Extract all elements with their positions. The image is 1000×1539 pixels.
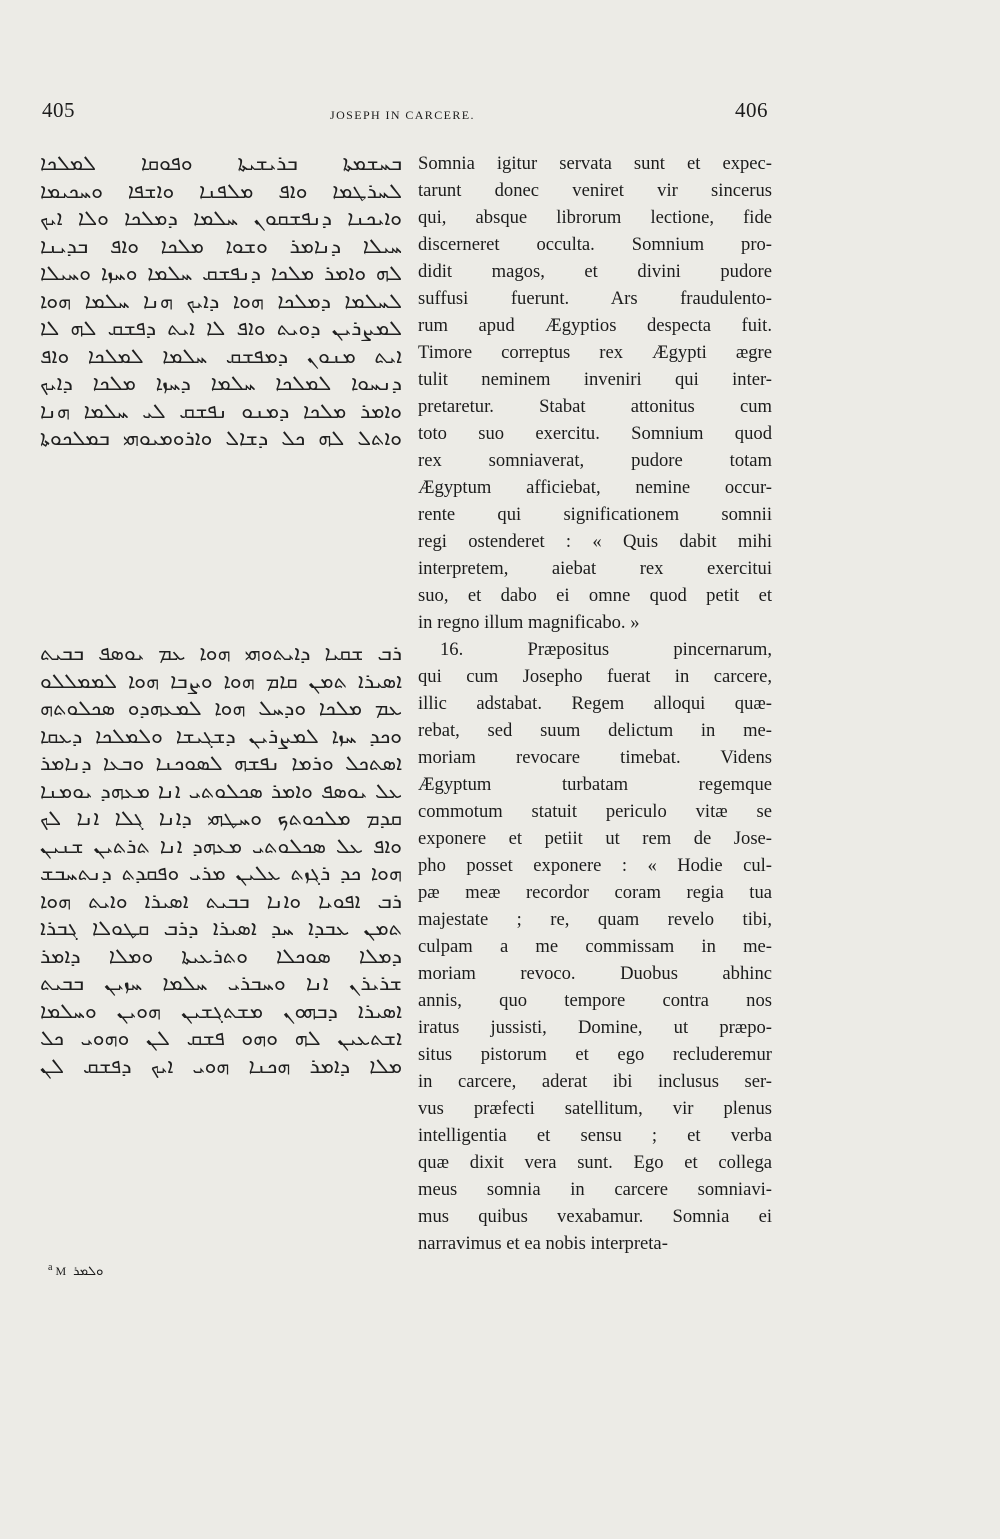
syriac-line: ܘܐܝܟܢܐ ܕܢܦܫܩܘܢ ܚܠܡܐ ܕܡܠܟܐ ܘܠܐ ܐܝܟ [40,206,402,230]
latin-line: Ægyptum afficiebat, nemine occur- [418,477,772,498]
latin-line: pho posset exponere : « Hodie cul- [418,855,772,876]
latin-line: moriam revoco. Duobus abhinc [418,963,772,984]
latin-line: exponere et petiit ut rem de Jose- [418,828,772,849]
syriac-line: ܠܚܪܛܡܐ ܘܐܦ ܡܠܦܢܐ ܘܐܫܦܐ ܘܚܟܝܡܐ [40,178,402,203]
latin-line: Somnia igitur servata sunt et expec- [418,153,772,174]
latin-line: suffusi fuerunt. Ars fraudulento- [418,288,772,309]
latin-line: tulit neminem inveniri qui inter- [418,369,772,390]
section-start-line: 16. Præpositus pincernarum, [440,639,772,660]
syriac-text-block-1 [40,150,402,453]
latin-line: annis, quo tempore contra nos [418,990,772,1011]
syriac-line: ܕܡܠܐ ܣܘܟܠܐ ܘܬܪܥܝܬܐ ܘܡܠܐ ܕܐܡܪ [40,943,402,968]
latin-line: in carcere, aderat ibi inclusus ser- [418,1071,772,1092]
latin-line: qui cum Josepho fuerat in carcere, [418,666,772,687]
latin-line: meus somnia in carcere somniavi- [418,1179,772,1200]
syriac-line: ܘܐܬܠ ܠܗ ܟܠ ܕܫܐܠ ܘܐܪܘܡܝܘܗܝ ܒܡܠܟܘܬܐ [40,426,402,450]
syriac-line: ܐܫܬܥܝܢ ܠܗ ܘܗܘ ܦܫܩ ܠܢ ܘܗܘܝ ܟܠ [40,1026,402,1050]
syriac-line: ܘܐܡܪ ܡܠܟܐ ܕܡܢܘ ܢܦܫܩ ܠܝ ܚܠܡܐ ܗܢܐ [40,398,402,423]
syriac-line: ܠܚܠܡܐ ܕܡܠܟܐ ܗܘܐ ܕܐܝܟ ܗܢܐ ܚܠܡܐ ܗܘܐ [40,288,402,313]
right-page-number: 406 [735,98,768,122]
latin-line: iratus jussisti, Domine, ut præpo- [418,1017,772,1038]
syriac-line: ܒܚܫܡܬܐ ܒܪܝܫܝܬܐ ܘܦܘܩܐ ܠܡܠܟܐ [40,151,402,175]
latin-line: pæ meæ recordor coram regia tua [418,882,772,903]
syriac-line: ܬܡܢ ܥܒܕܐ ܚܕ ܐܣܝܪܐ ܕܪܒ ܩܛܘܠܐ ܓܒܪܐ [40,916,402,940]
syriac-line: ܩܕܡ ܡܠܟܘܬܟ ܘܚܛܗܝ ܕܐܢܐ ܓܠܐ ܐܢܐ ܠܟ [40,806,402,830]
syriac-line: ܘܐܦ ܥܠ ܣܟܠܘܬܝ ܡܥܗܕ ܐܢܐ ܬܪܬܝܢ ܫܢܝܢ [40,833,402,858]
latin-line: discerneret occulta. Somnium pro- [418,234,772,255]
latin-line: situs pistorum et ego recluderemur [418,1044,772,1065]
syriac-line: ܘܟܕ ܚܙܐ ܠܡܨܪܝܢ ܕܫܓܝܫܐ ܘܠܡܠܟܐ ܕܥܩܐ [40,723,402,748]
latin-line: Timore correptus rex Ægypti ægre [418,342,772,363]
latin-line: suo, et dabo ei omne quod petit et [418,585,772,606]
syriac-line: ܡܠܐ ܕܐܡܪ ܗܟܢܐ ܗܘܝ ܐܝܟ ܕܦܫܩ ܠܢ [40,1053,402,1078]
footnote [48,1262,103,1279]
latin-line: rente qui significationem somnii [418,504,772,525]
syriac-line: ܫܪܝܪܢ ܐܢܐ ܘܚܒܪܝ ܚܠܡܐ ܚܙܝܢ ܒܒܝܬ [40,971,402,995]
latin-line: moriam revocare timebat. Videns [418,747,772,768]
latin-line: toto suo exercitu. Somnium quod [418,423,772,444]
latin-line: vus præfecti satellitum, vir plenus [418,1098,772,1119]
syriac-line: ܪܒ ܐܦܘܝܐ ܘܐܢܐ ܒܒܝܬ ܐܣܝܪܐ ܘܐܝܬ ܗܘܐ [40,888,402,913]
syriac-line: ܠܡܨܪܝܢ ܕܘܝܬ ܘܐܦ ܠܐ ܐܝܬ ܕܦܫܩ ܠܗ ܠܐ [40,316,402,340]
latin-line: mus quibus vexabamur. Somnia ei [418,1206,772,1227]
latin-line: rum apud Ægyptios despecta fuit. [418,315,772,336]
latin-line: qui, absque librorum lectione, fide [418,207,772,228]
syriac-line: ܗܘܐ ܟܕ ܪܓܙܬ ܥܠܝܢ ܡܪܝ ܘܦܩܕܬ ܕܢܬܚܒܫ [40,861,402,885]
latin-line: quæ dixit vera sunt. Ego et collega [418,1152,772,1173]
latin-line: Ægyptum turbatam regemque [418,774,772,795]
latin-line: regi ostenderet : « Quis dabit mihi [418,531,772,552]
latin-line: tarunt donec veniret vir sincerus [418,180,772,201]
syriac-line: ܐܣܝܪܐ ܕܒܗܘܢ ܡܫܬܓܫܝܢ ܗܘܝܢ ܘܚܠܡܐ [40,998,402,1023]
syriac-line: ܥܡ ܡܠܟܐ ܘܕܚܠ ܗܘܐ ܠܡܥܗܕܘ ܣܟܠܘܬܗ [40,696,402,720]
footnote-text: ܘܠܡܪ [73,1264,104,1279]
latin-line: intelligentia et sensu ; et verba [418,1125,772,1146]
latin-line: rebat, sed suum delictum in me- [418,720,772,741]
running-title: JOSEPH IN CARCERE. [330,108,475,122]
syriac-text-block-2 [40,640,402,1080]
latin-line: narravimus et ea nobis interpreta- [418,1233,668,1254]
left-page-number: 405 [42,98,75,122]
latin-line: culpam a me commissam in me- [418,936,772,957]
latin-line: in regno illum magnificabo. » [418,612,640,633]
syriac-line: ܐܣܬܟܠ ܘܪܡܐ ܢܦܫܗ ܠܣܘܟܢܐ ܘܒܥܐ ܕܢܐܡܪ [40,751,402,775]
syriac-line: ܐܣܝܪܐ ܬܡܢ ܩܐܡ ܗܘܐ ܘܨܒܐ ܗܘܐ ܠܡܡܠܠܘ [40,668,402,693]
latin-translation-column [418,150,772,1257]
syriac-line: ܚܝܠܐ ܕܢܐܡܪ ܘܫܘܐ ܡܠܟܐ ܘܐܦ ܒܕܝܢܐ [40,233,402,258]
syriac-line: ܠܗ ܘܐܡܪ ܡܠܟܐ ܕܢܦܫܩ ܚܠܡܐ ܘܚܙܐ ܘܚܝܠܐ [40,261,402,285]
syriac-line: ܪܒ ܫܩܝܐ ܕܐܝܬܘܗܝ ܗܘܐ ܥܡ ܝܘܣܦ ܒܒܝܬ [40,641,402,665]
latin-line: majestate ; re, quam revelo tibi, [418,909,772,930]
syriac-line: ܥܠ ܝܘܣܦ ܘܐܡܪ ܣܟܠܘܬܝ ܐܢܐ ܡܥܗܕ ܝܘܡܢܐ [40,778,402,803]
syriac-line: ܕܢܚܘܐ ܠܡܠܟܐ ܚܠܡܐ ܕܚܙܐ ܡܠܟܐ ܕܐܝܟ [40,371,402,395]
footnote-marker: a [48,1262,53,1273]
latin-line: commotum statuit periculo vitæ se [418,801,772,822]
footnote-siglum: M [55,1264,67,1278]
latin-line: interpretem, aiebat rex exercitui [418,558,772,579]
syriac-line: ܐܝܬ ܡܢܘܢ ܕܡܦܫܩ ܚܠܡܐ ܠܡܠܟܐ ܘܐܦ [40,343,402,368]
latin-line: pretaretur. Stabat attonitus cum [418,396,772,417]
latin-line: rex somniaverat, pudore totam [418,450,772,471]
latin-line: illic adstabat. Regem alloqui quæ- [418,693,772,714]
latin-line: didit magos, et divini pudore [418,261,772,282]
